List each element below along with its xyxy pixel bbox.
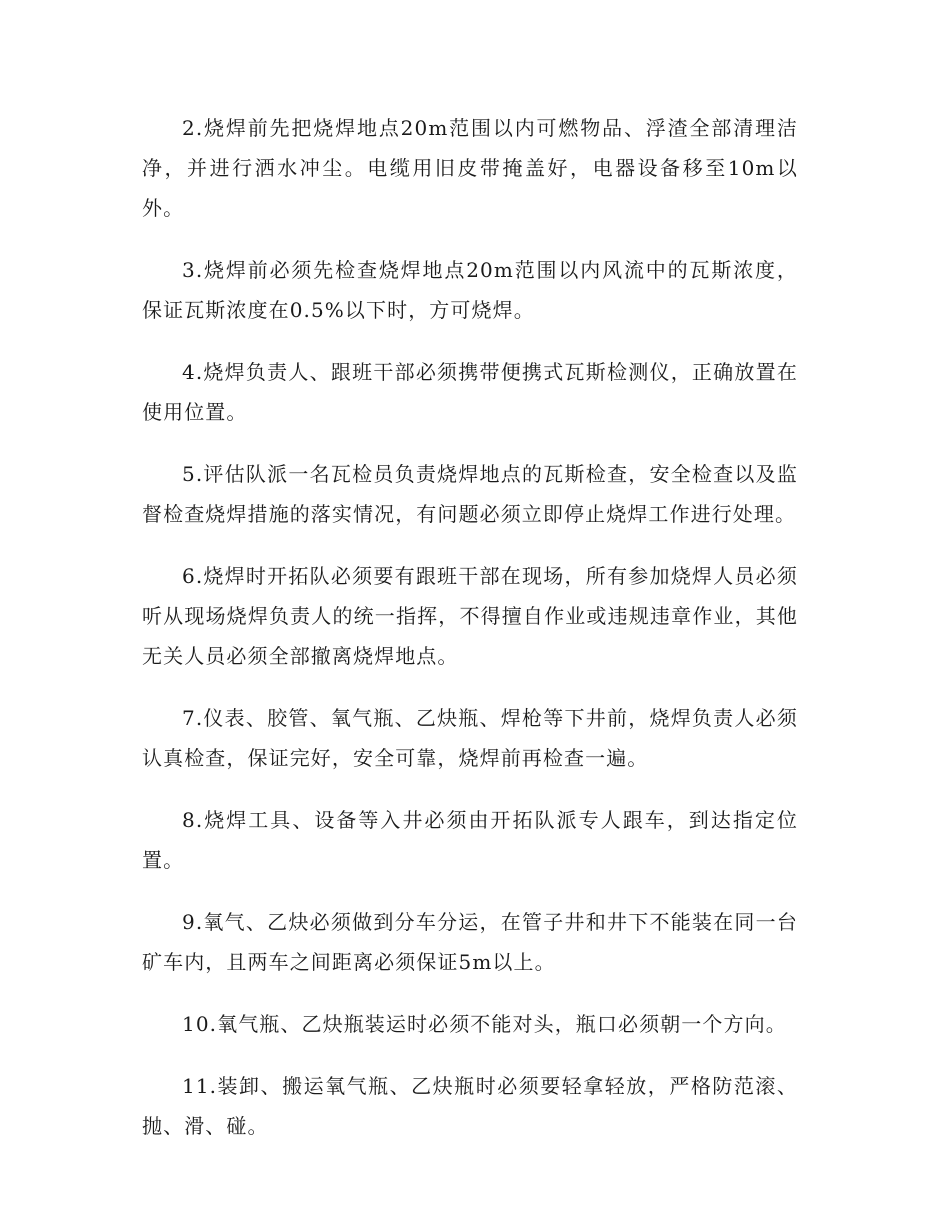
paragraph-item-10: 10.氧气瓶、乙炔瓶装运时必须不能对头，瓶口必须朝一个方向。 — [182, 1012, 787, 1036]
document-body — [142, 108, 798, 1168]
paragraph-item-8: 8.烧焊工具、设备等入井必须由开拓队派专人跟车，到达指定位置。 — [142, 808, 798, 872]
paragraph-item-6: 6.烧焊时开拓队必须要有跟班干部在现场，所有参加烧焊人员必须听从现场烧焊负责人的统一指挥，不得擅自作业或违规违章作业，其他无关人员必须全部撤离烧焊地点。 — [142, 564, 798, 668]
paragraph-item-4: 4.烧焊负责人、跟班干部必须携带便携式瓦斯检测仪，正确放置在使用位置。 — [142, 360, 798, 424]
paragraph-item-3: 3.烧焊前必须先检查烧焊地点20m范围以内风流中的瓦斯浓度，保证瓦斯浓度在0.5%以下时，方可烧焊。 — [142, 258, 798, 322]
paragraph-item-2: 2.烧焊前先把烧焊地点20m范围以内可燃物品、浮渣全部清理洁净，并进行洒水冲尘。电缆用旧皮带掩盖好，电器设备移至10m以外。 — [142, 116, 798, 220]
paragraph-item-7: 7.仪表、胶管、氧气瓶、乙炔瓶、焊枪等下井前，烧焊负责人必须认真检查，保证完好，安全可靠，烧焊前再检查一遍。 — [142, 706, 798, 770]
paragraph-item-5: 5.评估队派一名瓦检员负责烧焊地点的瓦斯检查，安全检查以及监督检查烧焊措施的落实情况，有问题必须立即停止烧焊工作进行处理。 — [142, 462, 798, 526]
paragraph-item-9: 9.氧气、乙炔必须做到分车分运，在管子井和井下不能装在同一台矿车内，且两车之间距离必须保证5m以上。 — [142, 910, 798, 974]
paragraph-item-11: 11.装卸、搬运氧气瓶、乙炔瓶时必须要轻拿轻放，严格防范滚、抛、滑、碰。 — [142, 1074, 798, 1138]
